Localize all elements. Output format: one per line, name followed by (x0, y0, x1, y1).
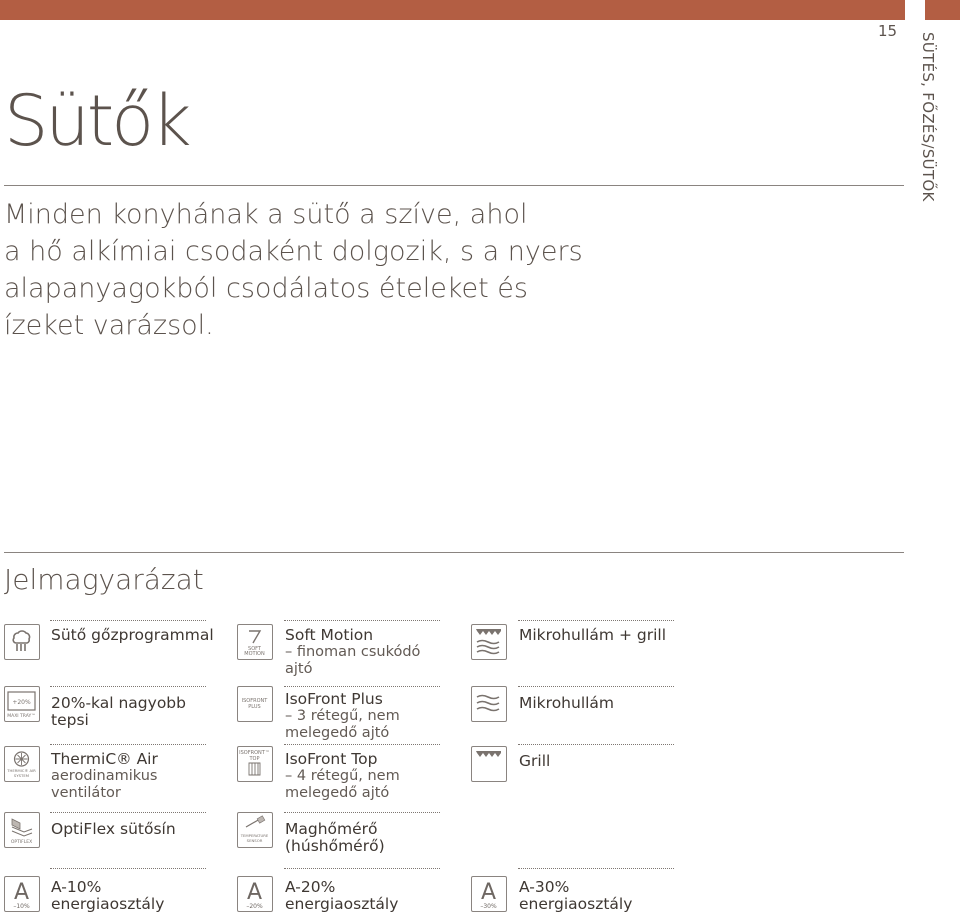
title-divider (4, 185, 904, 186)
page-title: Sütők (4, 80, 189, 162)
dotted-separator (50, 744, 206, 745)
legend-item-title: IsoFront Plus (285, 690, 383, 708)
legend-item-temperature-sensor (285, 821, 385, 855)
dotted-separator (284, 686, 440, 687)
top-accent-bar-tab (925, 0, 960, 20)
thermic-air-icon (4, 746, 40, 782)
legend-item-subtitle: energiaosztály (51, 895, 165, 913)
dotted-separator (50, 620, 206, 621)
maxi-tray-icon-label: MAXI TRAY™ (7, 714, 36, 719)
temperature-sensor-icon (237, 812, 273, 848)
energy-a-10-icon (4, 876, 40, 912)
legend-item-subtitle: energiaosztály (285, 895, 399, 913)
legend-item-isofront-top (285, 751, 400, 802)
legend-item-title: OptiFlex sütősín (51, 820, 176, 838)
legend-item-subtitle: (húshőmérő) (285, 837, 385, 855)
isofront-top-icon (237, 746, 273, 782)
thermic-air-icon-label: SYSTEM (13, 773, 30, 778)
legend-item-title: A-20% (285, 878, 336, 896)
temperature-sensor-icon-label: SENSOR (246, 838, 263, 843)
legend-item-title: Soft Motion (285, 626, 374, 644)
legend-item-title: ThermiC® Air (51, 750, 158, 768)
intro-text (4, 196, 624, 344)
legend-item-title: Mikrohullám (519, 694, 615, 712)
soft-motion-icon (237, 624, 273, 660)
soft-motion-icon-label: SOFT (248, 646, 261, 652)
optiflex-icon-label: OPTIFLEX (10, 840, 33, 845)
legend-item-subtitle: – finoman csukódó (285, 644, 421, 660)
isofront-plus-icon-label: PLUS (248, 704, 261, 710)
legend-item-title: IsoFront Top (285, 750, 378, 768)
section-label: SÜTÉS, FŐZÉS/SÜTŐK (919, 32, 937, 202)
legend-item-title: Mikrohullám + grill (519, 626, 667, 644)
microwave-grill-icon (471, 624, 507, 660)
energy-class-letter: A (480, 880, 497, 905)
legend-item-isofront-plus (285, 691, 400, 742)
legend-item-subtitle: – 4 rétegű, nem (285, 768, 400, 784)
legend-item-title: 20%-kal nagyobb (51, 694, 186, 712)
energy-class-percent: –20% (246, 903, 263, 910)
legend-item-subtitle: ajtó (285, 661, 313, 677)
intro-line: a hő alkímiai csodaként dolgozik, s a nyers (4, 236, 583, 267)
microwave-icon (471, 686, 507, 722)
legend-item-title: Sütő gőzprogrammal (51, 626, 214, 644)
dotted-separator (50, 812, 206, 813)
legend-item-title: Maghőmérő (285, 820, 378, 838)
temperature-sensor-icon-label: TEMPERATURE (240, 833, 269, 838)
thermic-air-icon-label: THERMIC® AIR (7, 768, 36, 773)
isofront-plus-icon (237, 686, 273, 722)
legend-item-thermic-air (51, 751, 158, 802)
legend-item-subtitle: aerodinamikus (51, 768, 158, 784)
legend-item-subtitle: – 3 rétegű, nem (285, 708, 400, 724)
legend-item-optiflex (51, 821, 176, 838)
legend-item-energy-a-30 (519, 879, 632, 913)
dotted-separator (284, 620, 440, 621)
dotted-separator (284, 744, 440, 745)
intro-line: ízeket varázsol. (4, 310, 214, 341)
legend-title: Jelmagyarázat (4, 563, 204, 596)
legend-item-title: A-30% (519, 878, 570, 896)
dotted-separator (284, 812, 440, 813)
energy-class-percent: –10% (13, 903, 30, 910)
isofront-plus-icon-label: ISOFRONT (241, 698, 268, 704)
page-number: 15 (878, 22, 898, 40)
grill-icon (471, 746, 507, 782)
dotted-separator (50, 868, 206, 869)
legend-item-maxi-tray (51, 695, 186, 729)
legend-divider (4, 552, 904, 553)
dotted-separator (518, 620, 674, 621)
legend-item-soft-motion (285, 627, 420, 678)
legend-item-grill (519, 753, 550, 770)
legend-item-microwave (519, 695, 614, 712)
isofront-top-icon-label: TOP (249, 756, 260, 762)
intro-line: Minden konyhának a sütő a szíve, ahol (4, 199, 528, 230)
energy-a-30-icon (471, 876, 507, 912)
legend-item-energy-a-10 (51, 879, 164, 913)
dotted-separator (518, 686, 674, 687)
isofront-top-icon-label: ISOFRONT™ (239, 750, 270, 756)
soft-motion-icon-label: MOTION (244, 651, 265, 657)
dotted-separator (284, 868, 440, 869)
top-accent-bar (0, 0, 905, 20)
legend-item-subtitle: melegedő ajtó (285, 725, 390, 741)
legend-item-microwave-grill (519, 627, 666, 644)
intro-line: alapanyagokból csodálatos ételeket és (4, 273, 528, 304)
legend-item-steam-oven (51, 627, 214, 644)
energy-class-letter: A (13, 880, 30, 905)
optiflex-icon (4, 812, 40, 848)
legend-item-title: A-10% (51, 878, 102, 896)
energy-class-letter: A (246, 880, 263, 905)
dotted-separator (518, 868, 674, 869)
legend-item-subtitle: energiaosztály (519, 895, 633, 913)
energy-class-percent: –30% (480, 903, 497, 910)
legend-item-subtitle: melegedő ajtó (285, 785, 390, 801)
maxi-tray-icon (4, 686, 40, 722)
maxi-tray-icon-label: +20% (12, 699, 31, 706)
legend-item-title: Grill (519, 752, 551, 770)
steam-oven-icon (4, 624, 40, 660)
legend-item-subtitle: tepsi (51, 711, 89, 729)
dotted-separator (50, 686, 206, 687)
dotted-separator (518, 744, 674, 745)
legend-item-subtitle: ventilátor (51, 785, 121, 801)
energy-a-20-icon (237, 876, 273, 912)
legend-item-energy-a-20 (285, 879, 398, 913)
